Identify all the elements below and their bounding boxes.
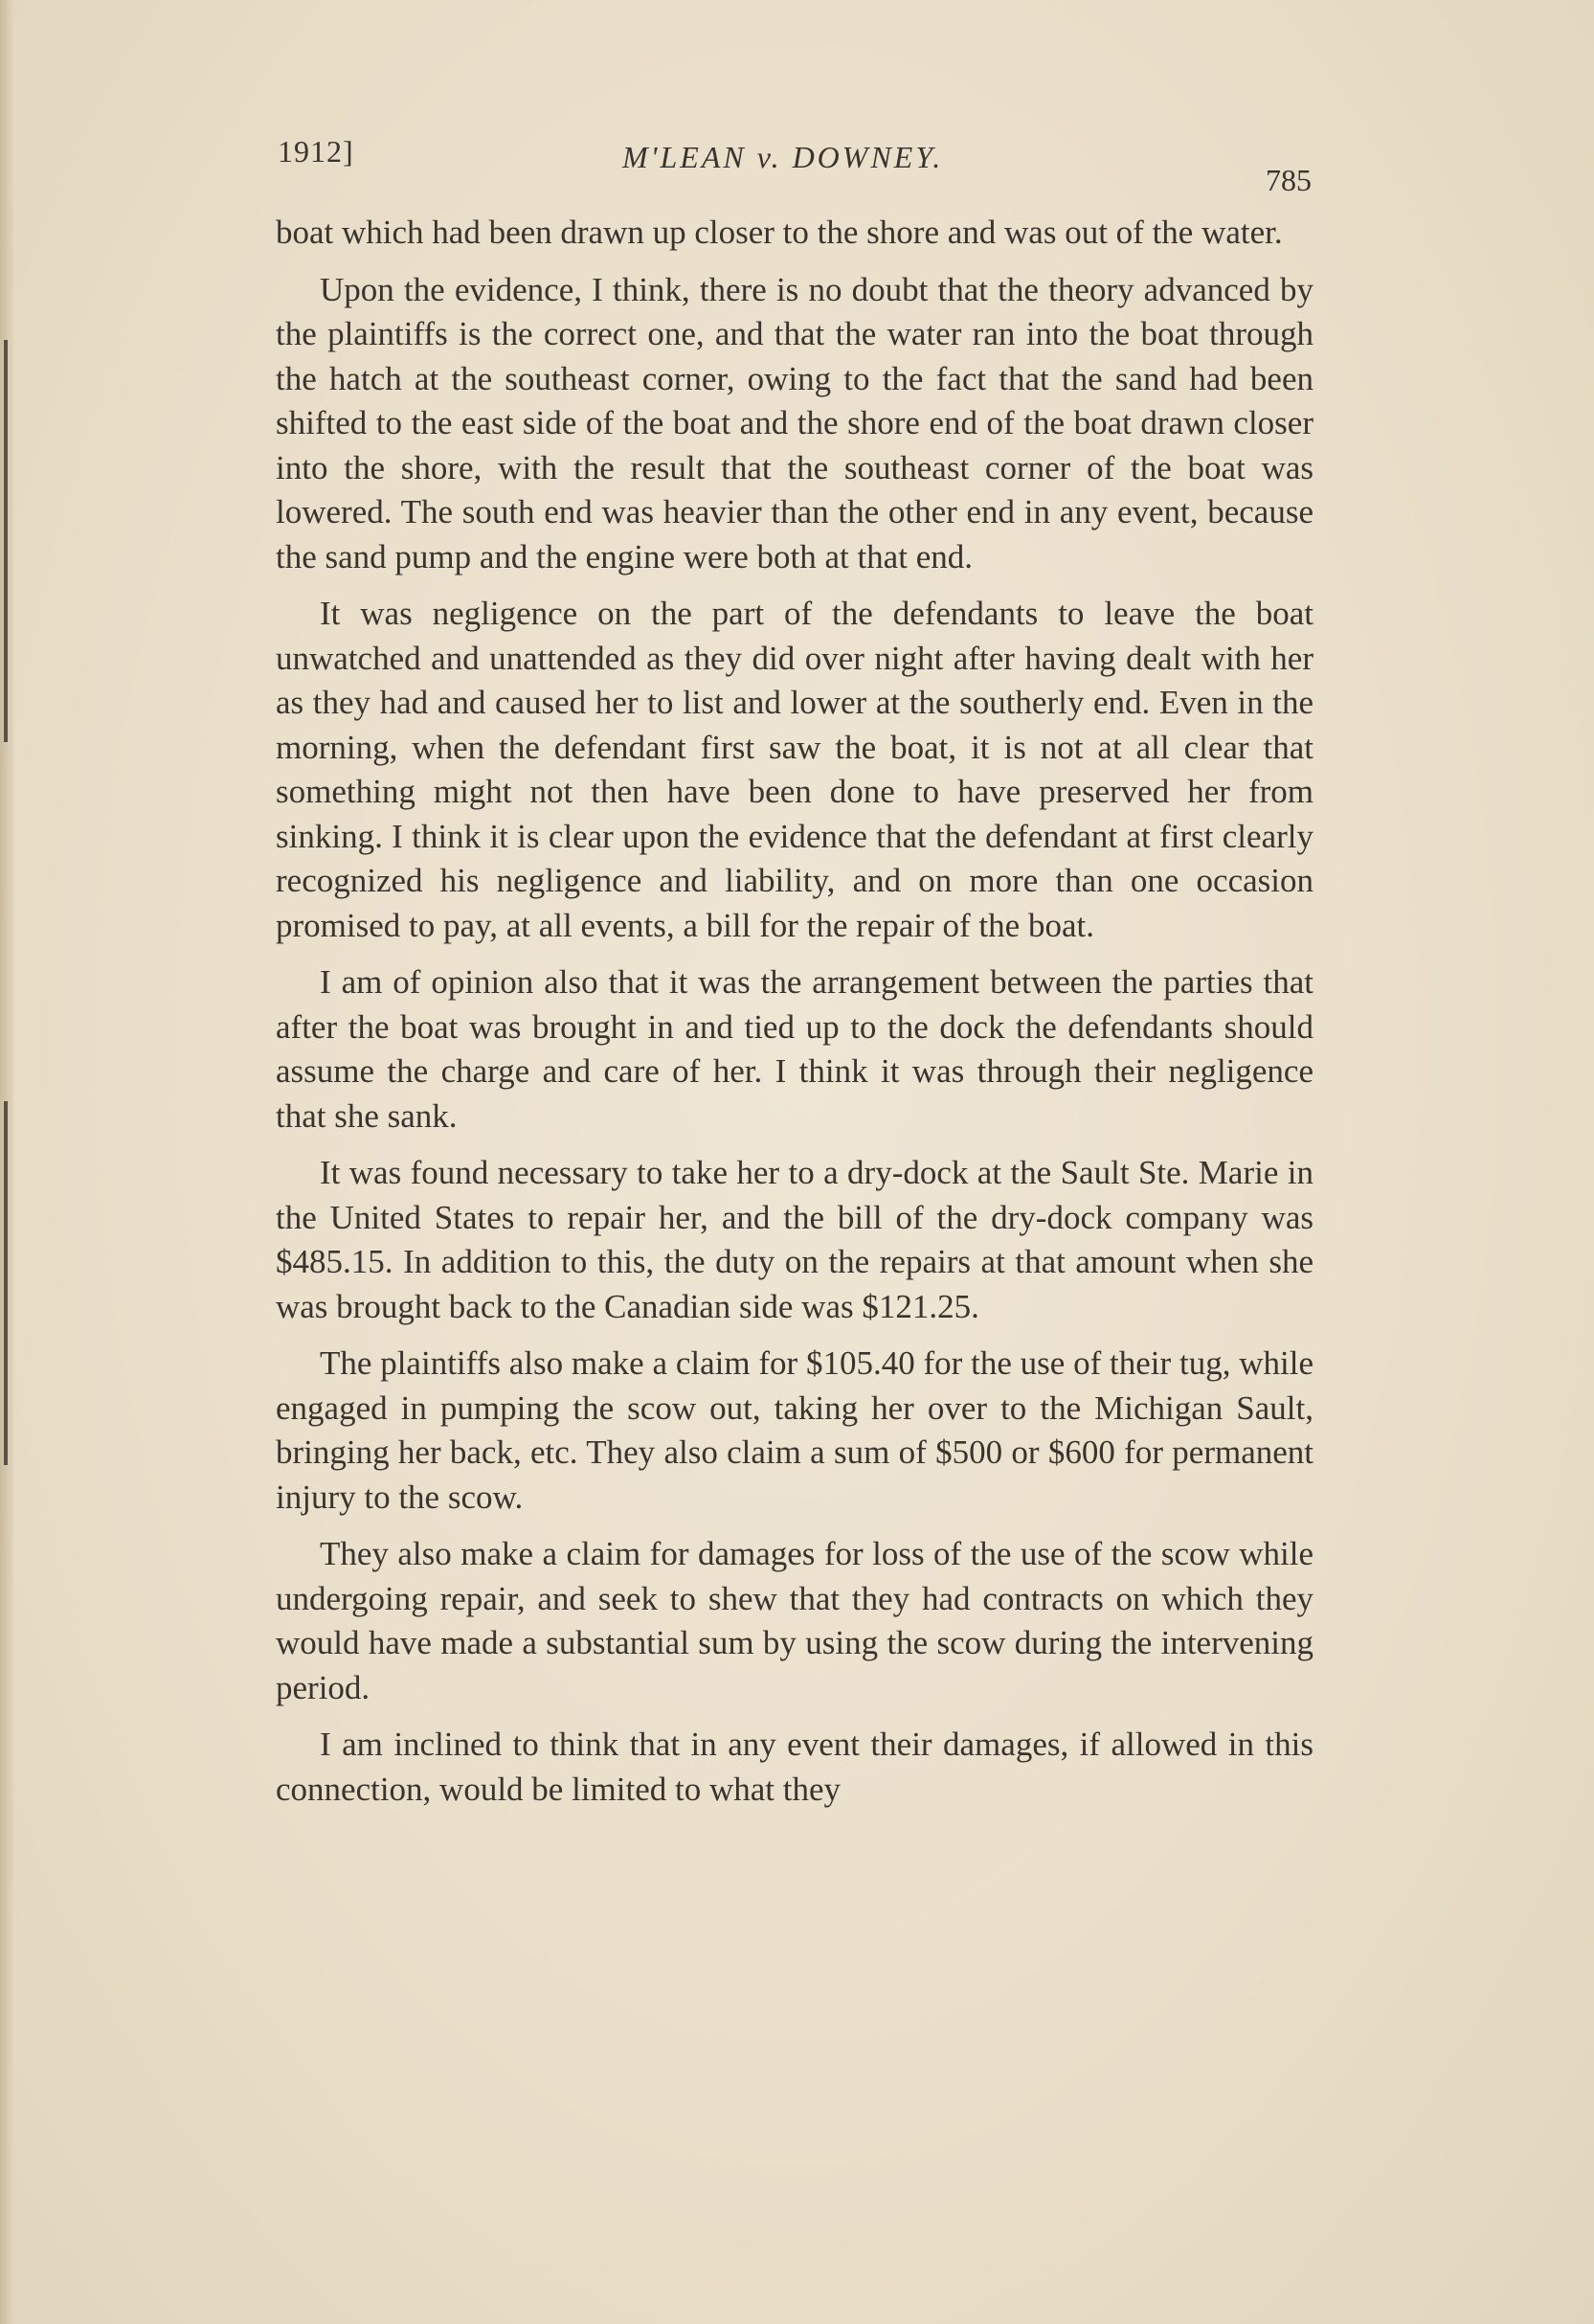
binding-mark (4, 340, 8, 742)
paragraph: The plaintiffs also make a claim for $105.40 for the use of their tug, while engaged in pumping the scow out, taking her over to the Michigan Sault, bringing her back, etc. They also claim a sum of $500 or $600 for permanent injury to the scow. (276, 1344, 1313, 1516)
header-year: 1912] (278, 134, 354, 169)
paragraph: I am inclined to think that in any event their damages, if allowed in this connection, would be limited to what they (276, 1726, 1313, 1808)
paragraph: I am of opinion also that it was the arrangement between the parties that after the boat was brought in and tied up to the dock the defendants should assume the charge and care of her. I think it was through their negligence that she sank. (276, 963, 1313, 1135)
running-header (278, 134, 1312, 197)
paragraph: It was negligence on the part of the defendants to leave the boat unwatched and unattended as they did over night after having dealt with her as they had and caused her to list and lower at the southerly end. Even in the morning, when the defendant first saw the boat, it is not at all clear that something might not then have been done to have preserved her from sinking. I think it is clear upon the evidence that the defendant at first clearly recognized his negligence and liability, and on more than one occasion promised to pay, at all events, a bill for the repair of the boat. (276, 595, 1313, 944)
page-number: 785 (1266, 163, 1312, 197)
paragraph: They also make a claim for damages for loss of the use of the scow while undergoing repair, and seek to shew that they had contracts on which they would have made a substantial sum by using the scow during the intervening period. (276, 1535, 1313, 1706)
paragraph: It was found necessary to take her to a dry-dock at the Sault Ste. Marie in the United States to repair her, and the bill of the dry-dock company was $485.15. In addition to this, the duty on the repairs at that amount when she was brought back to the Canadian side was $121.25. (276, 1154, 1313, 1325)
paragraph: Upon the evidence, I think, there is no doubt that the theory advanced by the plaintiffs is the correct one, and that the water ran into the boat through the hatch at the southeast corner, owing to the fact that the sand had been shifted to the east side of the boat and the shore end of the boat drawn closer into the shore, with the result that the southeast corner of the boat was lowered. The south end was heavier than the other end in any event, because the sand pump and the engine were both at that end. (276, 270, 1313, 575)
binding-mark (4, 1101, 8, 1465)
paragraph: boat which had been drawn up closer to the shore and was out of the water. (276, 214, 1283, 251)
running-title: M'LEAN v. DOWNEY. (622, 140, 944, 174)
binding-edge (0, 0, 13, 2324)
body-text (276, 211, 1313, 1824)
